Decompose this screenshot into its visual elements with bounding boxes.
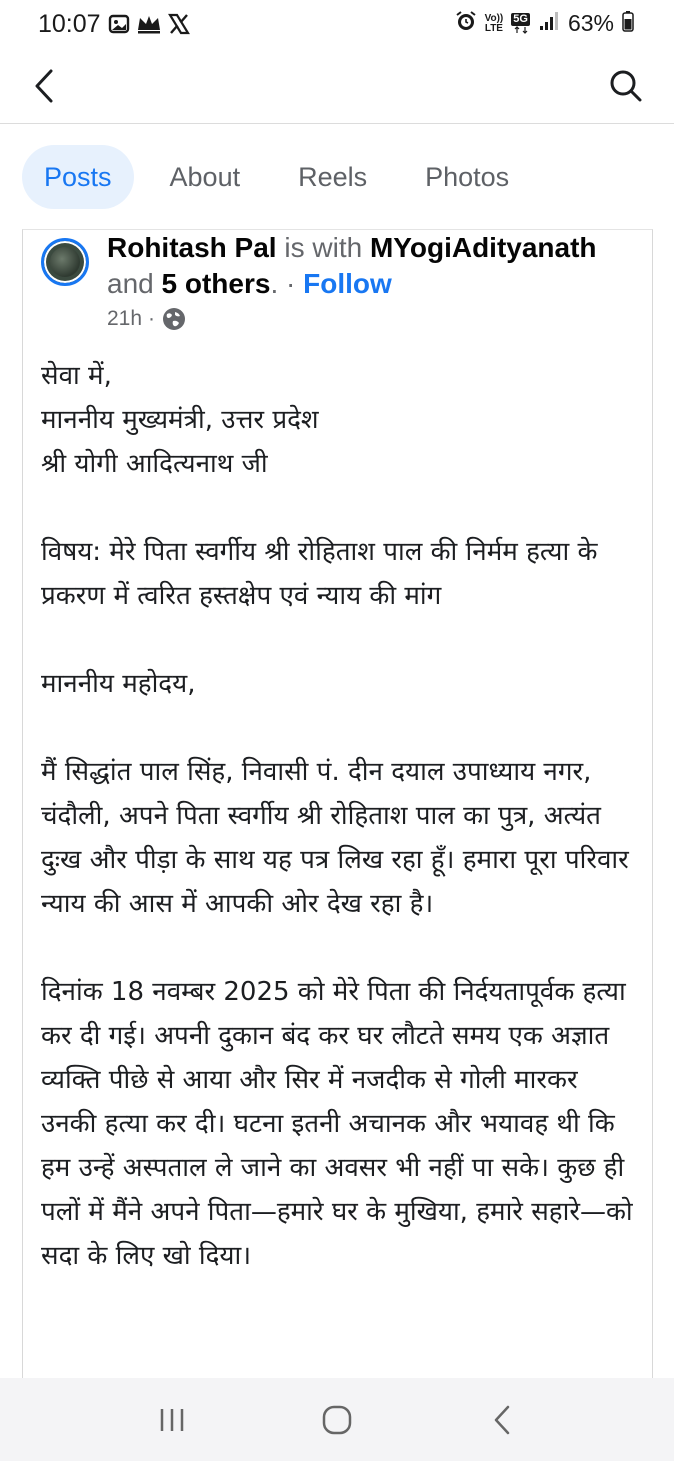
salutation-line-2: माननीय मुख्यमंत्री, उत्तर प्रदेश [41, 405, 319, 435]
5g-icon [511, 13, 530, 34]
subject-line: विषय: मेरे पिता स्वर्गीय श्री रोहिताश पाल की निर्मम हत्या के प्रकरण में त्वरित हस्तक्षेप एवं न्याय की मांग [41, 537, 598, 611]
alarm-icon [455, 10, 477, 37]
salutation-line-3: श्री योगी आदित्यनाथ जी [41, 449, 268, 479]
dot-separator: . · [270, 268, 304, 299]
network-label: 5G [513, 13, 528, 25]
post-body [41, 354, 641, 1322]
and-text: and [107, 268, 162, 299]
tab-reels[interactable]: Reels [298, 162, 368, 192]
tab-posts[interactable]: Posts [22, 145, 134, 209]
nav-back-button[interactable] [472, 1390, 532, 1450]
battery-icon [622, 10, 634, 37]
post-card [22, 229, 653, 1389]
system-icons [455, 10, 634, 37]
profile-tabs [22, 145, 545, 209]
salutation-line-1: सेवा में, [41, 361, 112, 391]
signal-icon [538, 11, 560, 36]
status-bar [0, 0, 674, 52]
back-icon [491, 1404, 513, 1436]
recent-apps-button[interactable] [142, 1390, 202, 1450]
paragraph-2: दिनांक 18 नवम्बर 2025 को मेरे पिता की निर्दयतापूर्वक हत्या कर दी गई। अपनी दुकान बंद कर घर लौटते समय एक अज्ञात व्यक्ति पीछे से आया और सिर में नजदीक से गोली मारकर उनकी हत्या कर दी। घटना इतनी अचानक और भयावह थी कि हम उन्हें अस्पताल ले जाने का अवसर भी नहीं पा सके। कुछ ही पलों में मैंने अपने पिता—हमारे घर के मुखिया, हमारे सहारे—को सदा के लिए खो दिया। [41, 977, 633, 1271]
others-link[interactable]: 5 others [161, 268, 271, 299]
system-nav-bar [0, 1378, 674, 1461]
search-icon [608, 68, 644, 104]
chevron-left-icon [32, 68, 56, 104]
post-meta [107, 306, 187, 332]
meta-separator: · [148, 307, 156, 330]
back-button[interactable] [22, 64, 66, 108]
recent-apps-icon [157, 1406, 187, 1434]
gallery-icon [108, 13, 130, 40]
with-text: is with [276, 232, 370, 263]
status-time: 10:07 [38, 10, 101, 38]
post-time[interactable]: 21h [107, 307, 143, 330]
avatar-image [50, 247, 80, 277]
app-header [0, 52, 674, 124]
volte-icon [485, 14, 504, 34]
tab-about[interactable]: About [169, 162, 241, 192]
battery-percent: 63% [567, 10, 614, 36]
home-button[interactable] [307, 1390, 367, 1450]
author-name[interactable]: Rohitash Pal [107, 232, 277, 263]
greeting: माननीय महोदय, [41, 669, 196, 699]
home-icon [321, 1404, 353, 1436]
tab-photos[interactable]: Photos [425, 162, 510, 192]
paragraph-1: मैं सिद्धांत पाल सिंह, निवासी पं. दीन दयाल उपाध्याय नगर, चंदौली, अपने पिता स्वर्गीय श्री रोहिताश पाल का पुत्र, अत्यंत दुःख और पीड़ा के साथ यह पत्र लिख रहा हूँ। हमारा पूरा परिवार न्याय की आस में आपकी ओर देख रहा है। [41, 757, 629, 919]
tagged-person[interactable]: MYogiAdityanath [369, 232, 597, 263]
volte-label-bottom: LTE [484, 22, 503, 34]
avatar[interactable] [41, 238, 89, 286]
globe-icon [161, 306, 187, 332]
volte-label-top: Vo)) [484, 12, 504, 24]
follow-button[interactable]: Follow [303, 268, 392, 299]
search-button[interactable] [604, 64, 648, 108]
post-header [107, 230, 647, 302]
crown-icon [136, 13, 162, 40]
notification-icons [108, 13, 190, 40]
x-logo-icon [168, 13, 190, 40]
